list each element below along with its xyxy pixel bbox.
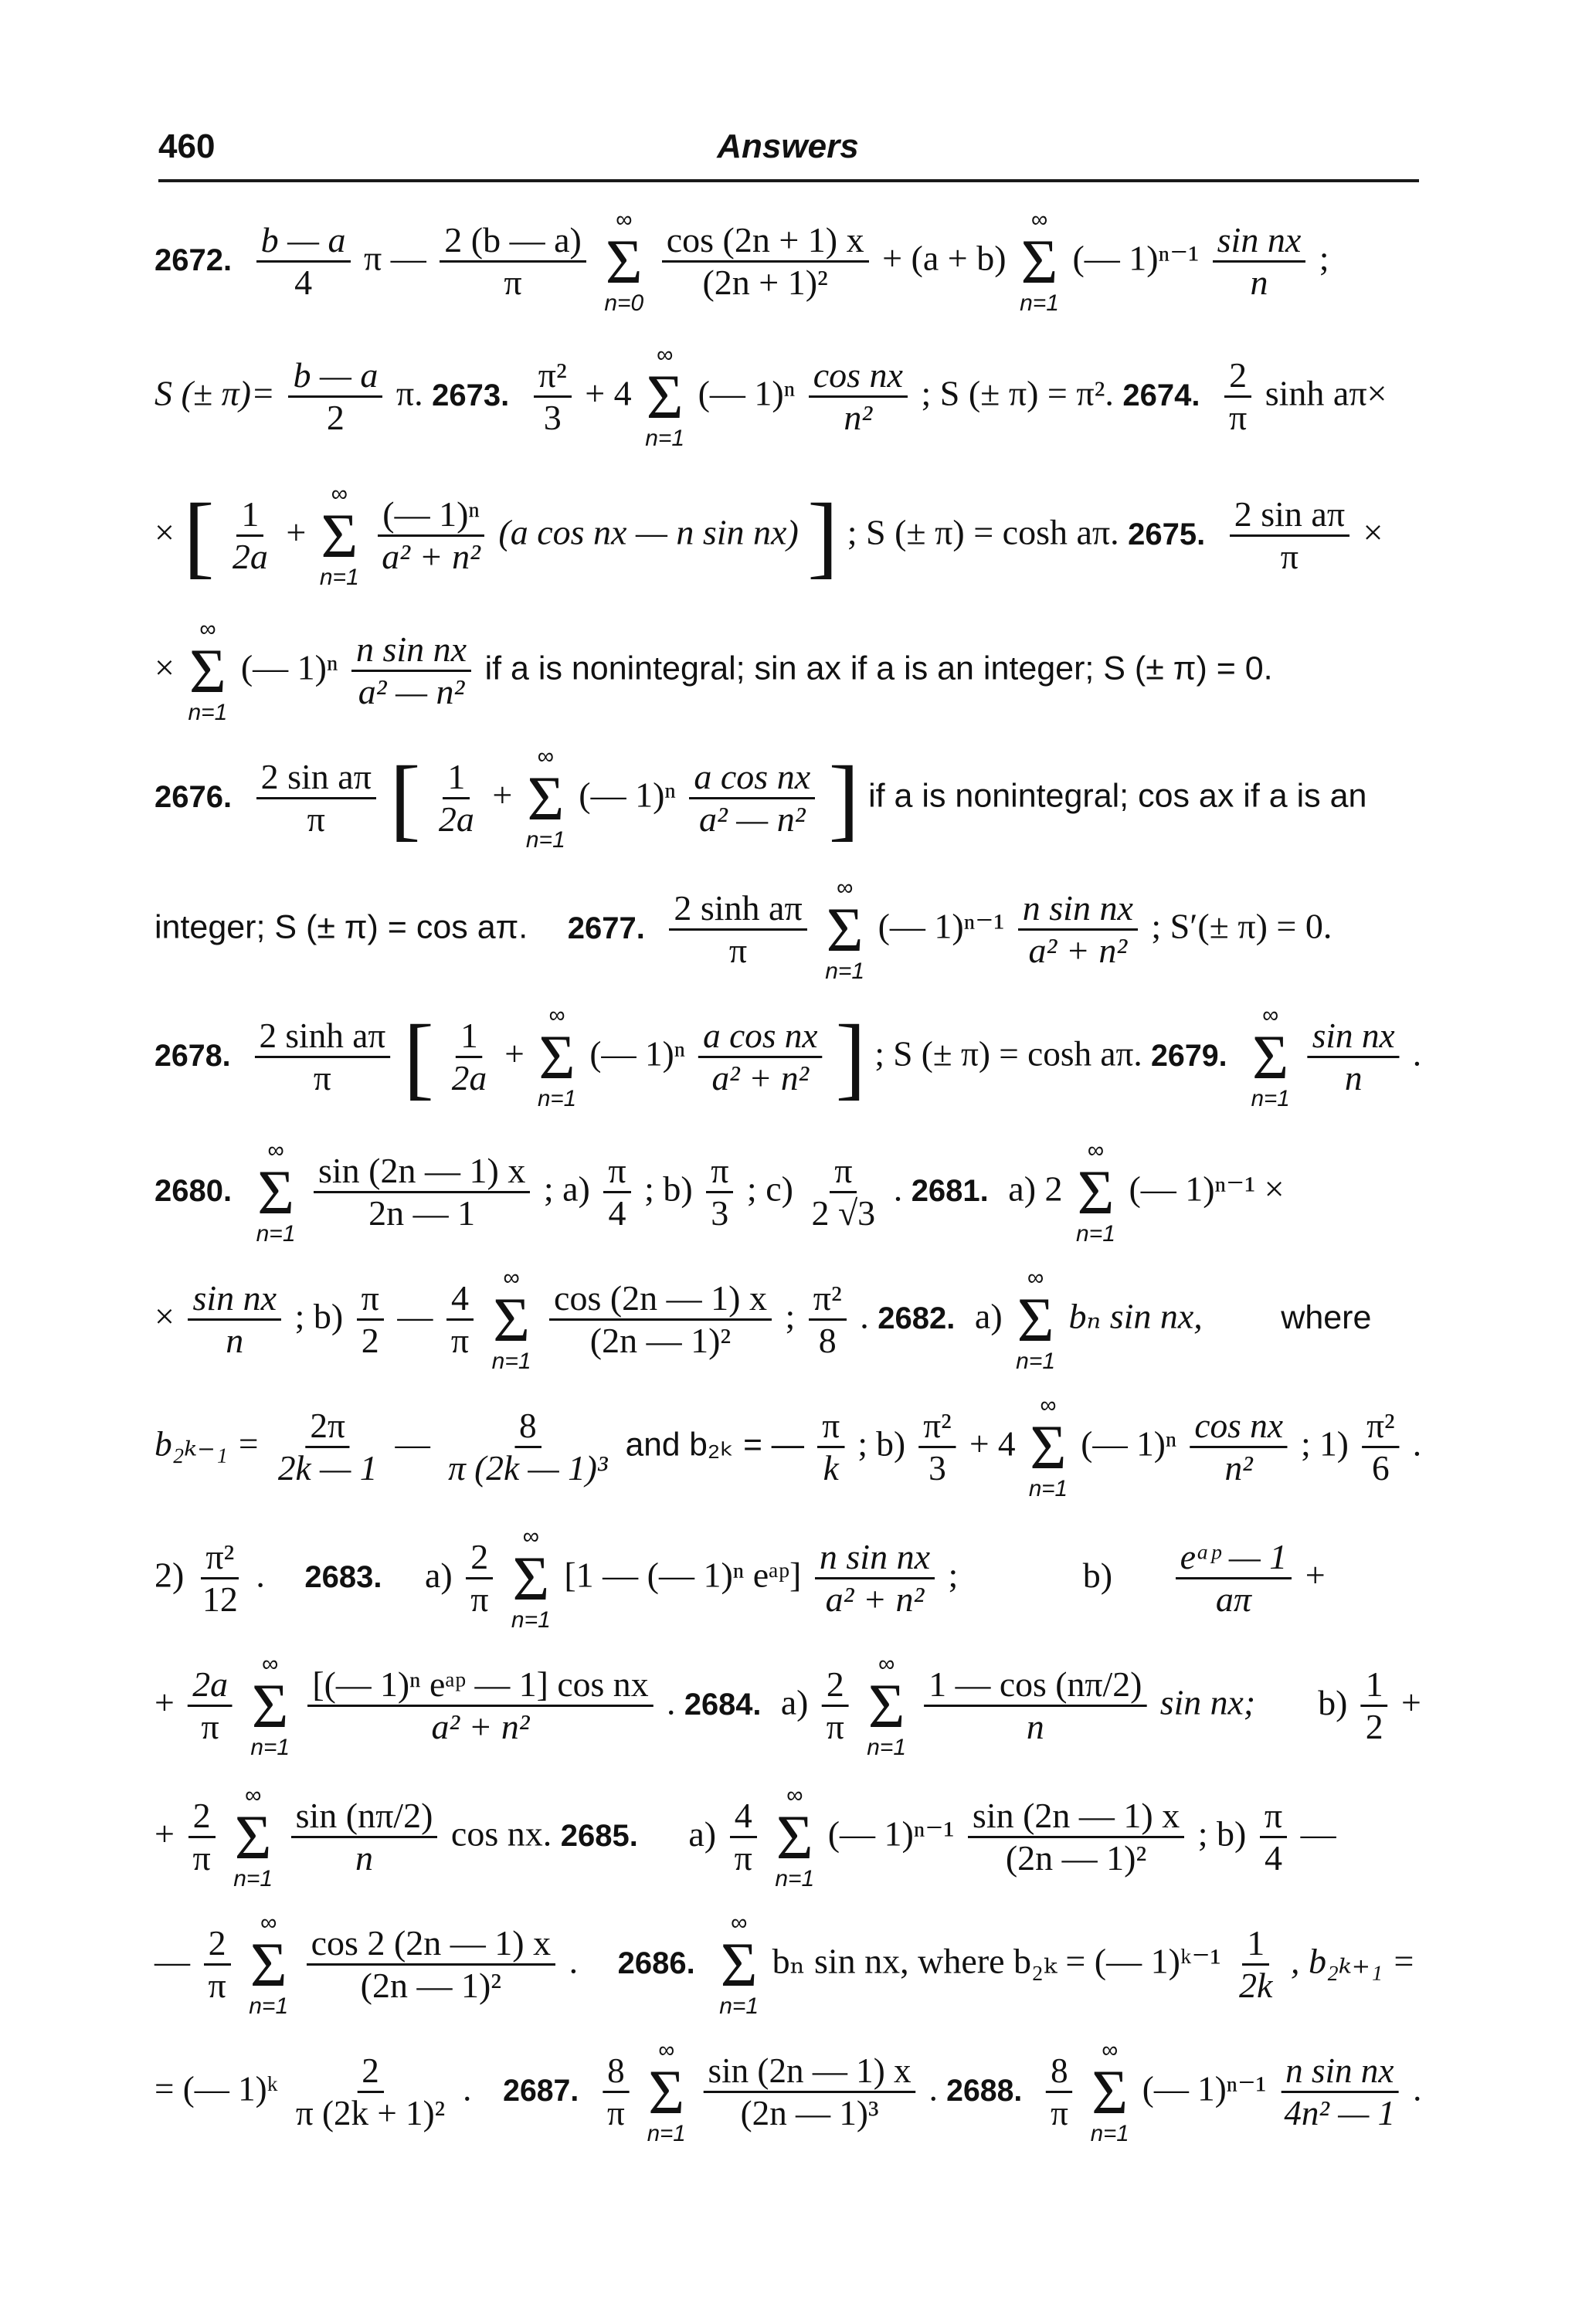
term: + <box>1400 1682 1421 1722</box>
fraction: $\frac{\text{cos nx}}{\text{n²}}$ <box>809 357 908 437</box>
term: cos nx. <box>450 1813 552 1854</box>
answer-2674-cont <box>154 483 1421 589</box>
answer-number: 2672. <box>154 243 233 277</box>
fraction: $\frac{\pi}{2}$ <box>357 1280 384 1360</box>
text: if a is nonintegral; sin ax if a is an integer; S (± π) = 0. <box>484 650 1273 687</box>
summation: ∞ Σ n=1 <box>1028 1393 1068 1501</box>
answer-number: 2679. <box>1151 1038 1227 1073</box>
term: (— 1)ⁿ⁻¹ <box>1142 2068 1267 2109</box>
answer-number: 2677. <box>567 911 645 945</box>
summation: ∞ Σ n=1 <box>537 1003 577 1111</box>
answer-2681-cont-2682 <box>154 1267 1421 1373</box>
fraction: $\frac{\text{sin nx}}{n}$ <box>1308 1017 1400 1098</box>
fraction: $\frac{\text{2 sin aπ}}{\pi}$ <box>1230 496 1349 576</box>
term: ; S (± π) = cosh aπ. <box>874 1033 1142 1074</box>
answer-number: 2680. <box>154 1173 233 1208</box>
fraction: $\frac{\text{[(— 1)ⁿ eᵃᵖ — 1] cos nx}}{\text{a² + n²}}$ <box>307 1666 653 1746</box>
term: a) <box>780 1682 809 1722</box>
fraction: $\frac{1}{2}$ <box>1361 1666 1388 1746</box>
fraction: $\frac{\text{sin nx}}{n}$ <box>188 1280 281 1360</box>
term: bₙ sin nx, where b₂ₖ = (— 1)ᵏ⁻¹ <box>772 1941 1221 1981</box>
term: × <box>1363 512 1383 552</box>
summation: ∞ Σ n=1 <box>188 616 228 725</box>
term: S (± π)= <box>154 373 275 413</box>
summation: ∞ Σ n=1 <box>1251 1003 1290 1111</box>
term: ; b) <box>857 1423 906 1464</box>
term: (— 1)ⁿ⁻¹ <box>827 1813 955 1854</box>
summation: ∞ Σ n=1 <box>867 1651 906 1760</box>
term: + 4 <box>585 373 632 413</box>
answer-number: 2687. <box>503 2073 579 2108</box>
term: . <box>463 2068 472 2109</box>
fraction: $\frac{\cos (2n — 1) x}{\text{(2n — 1)²}}$ <box>549 1280 772 1360</box>
fraction: $\frac{\pi}{4}$ <box>603 1152 630 1233</box>
fraction: $\frac{\text{a cos nx}}{\text{a² + n²}}$ <box>698 1017 822 1098</box>
summation: ∞ Σ n=1 <box>1016 1265 1056 1374</box>
term: (— 1)ⁿ⁻¹ <box>1072 238 1200 278</box>
term: — <box>395 1423 430 1464</box>
answer-2676 <box>154 745 1421 852</box>
answer-number: 2673. <box>432 378 510 412</box>
fraction: $\frac{1}{2a}$ <box>438 757 474 840</box>
fraction: $\frac{\text{2 sinh aπ}}{\pi}$ <box>255 1017 391 1098</box>
term: — <box>397 1296 433 1336</box>
answer-2673-2674 <box>154 344 1421 450</box>
fraction: $\frac{1}{2k}$ <box>1239 1923 1273 2006</box>
fraction: $\frac{\text{n sin nx}}{\text{a² + n²}}$ <box>815 1539 935 1619</box>
answer-2685-cont-2686 <box>154 1912 1421 2018</box>
fraction: $\frac{4}{\pi}$ <box>730 1797 757 1878</box>
term: + <box>492 775 513 815</box>
summation: ∞ Σ n=0 <box>604 207 644 316</box>
fraction: $\frac{\text{(— 1)ⁿ}}{\text{a² + n²}}$ <box>377 496 485 576</box>
fraction: $\frac{2}{\pi}$ <box>466 1539 493 1619</box>
term: ; b) <box>1197 1813 1247 1854</box>
answer-2677 <box>154 877 1421 983</box>
fraction: $\frac{\text{π²}}{6}$ <box>1362 1407 1399 1488</box>
fraction: $\frac{\cos 2 (2n — 1) x}{\text{(2n — 1)²}}$ <box>307 1925 555 2005</box>
summation: ∞ Σ n=1 <box>256 1138 296 1247</box>
term: — <box>154 1941 190 1981</box>
term: , b₂ₖ₊₁ = <box>1290 1941 1416 1981</box>
term: ; 1) <box>1301 1423 1349 1464</box>
term: (— 1)ⁿ <box>240 647 338 687</box>
summation: ∞ Σ n=1 <box>1020 207 1059 316</box>
fraction: $\frac{\text{π²}}{3}$ <box>918 1407 956 1488</box>
term: . <box>1412 1423 1422 1464</box>
answer-2675-cont <box>154 618 1421 724</box>
fraction: $\frac{8}{\pi}$ <box>603 2052 630 2132</box>
page-number: 460 <box>158 127 216 165</box>
term: ; S (± π) = π². <box>921 373 1114 413</box>
fraction: $\frac{2}{\text{π (2k + 1)²}}$ <box>295 2051 446 2133</box>
summation: ∞ Σ n=1 <box>719 1910 759 2019</box>
term: (— 1)ⁿ <box>698 373 796 413</box>
fraction: $\frac{\sin (2n — 1) x}{\text{(2n — 1)²}}$ <box>968 1797 1184 1878</box>
term: ; a) <box>543 1169 590 1209</box>
bracket: ] <box>835 1005 866 1108</box>
summation: ∞ Σ n=1 <box>775 1783 815 1891</box>
fraction: $\frac{\text{cos nx}}{\text{n²}}$ <box>1190 1407 1287 1488</box>
fraction: $\frac{2}{\pi}$ <box>822 1666 849 1746</box>
fraction: $\frac{\text{n sin nx}}{\text{4n² — 1}}$ <box>1279 2052 1400 2132</box>
fraction: $\frac{\text{π²}}{3}$ <box>534 357 572 437</box>
fraction: $\frac{\text{π²}}{8}$ <box>809 1280 847 1360</box>
term: (— 1)ⁿ⁻¹ <box>878 906 1005 946</box>
answer-number: 2678. <box>154 1038 231 1073</box>
fraction: $\frac{\pi}{k}$ <box>817 1407 844 1488</box>
fraction: $\frac{2\pi}{2k — 1}$ <box>277 1406 378 1488</box>
summation: ∞ Σ n=1 <box>511 1524 551 1633</box>
fraction: $\frac{\text{n sin nx}}{\text{a² + n²}}$ <box>1018 890 1138 970</box>
fraction: $\frac{1}{2a}$ <box>451 1016 487 1098</box>
term: bₙ sin nx, <box>1068 1296 1203 1336</box>
term: π. <box>396 373 423 413</box>
fraction: $\frac{\text{π²}}{12}$ <box>202 1537 238 1620</box>
term: (— 1)ⁿ <box>579 775 676 815</box>
summation: ∞ Σ n=1 <box>319 481 359 590</box>
term: 2) <box>154 1555 185 1595</box>
term: . <box>1413 2068 1422 2109</box>
text: and b₂ₖ = — <box>625 1426 805 1464</box>
term: [1 — (— 1)ⁿ eᵃᵖ] <box>564 1555 802 1595</box>
fraction: $\frac{\pi}{4}$ <box>1260 1797 1287 1878</box>
answer-2682-cont <box>154 1393 1422 1501</box>
term: a) 2 <box>1008 1169 1063 1209</box>
fraction: $\frac{\text{a cos nx}}{\text{a² — n²}}$ <box>689 758 815 839</box>
term: . <box>1412 1033 1422 1074</box>
term: + <box>154 1813 175 1854</box>
term: b) <box>1318 1682 1348 1722</box>
term: = (— 1)ᵏ <box>154 2068 278 2109</box>
term: a) <box>688 1813 717 1854</box>
text: where <box>1281 1298 1372 1336</box>
answer-number: 2685. <box>560 1818 638 1853</box>
term: a) <box>424 1555 453 1595</box>
fraction: $\frac{\text{n sin nx}}{\text{a² — n²}}$ <box>351 631 471 711</box>
term: (a cos nx — n sin nx) <box>498 512 799 552</box>
answer-2672 <box>154 209 1421 315</box>
summation: ∞ Σ n=1 <box>233 1783 273 1891</box>
term: . <box>256 1555 265 1595</box>
fraction: $\frac{b — a}{2}$ <box>288 357 382 437</box>
summation: ∞ Σ n=1 <box>525 744 565 853</box>
fraction: $\frac{2 (b — a)}{\pi}$ <box>440 222 586 302</box>
term: π — <box>364 238 426 278</box>
answer-number: 2682. <box>878 1301 956 1335</box>
text: if a is nonintegral; cos ax if a is an <box>868 777 1367 815</box>
answer-2683 <box>154 1525 1421 1632</box>
answer-number: 2674. <box>1122 378 1200 412</box>
answer-2680-2681 <box>154 1139 1421 1246</box>
bracket: [ <box>403 1005 434 1108</box>
fraction: $\frac{\text{2 sinh aπ}}{\pi}$ <box>669 890 806 970</box>
term: + <box>286 512 307 552</box>
term: sinh aπ× <box>1265 373 1387 413</box>
answer-2683-cont-2684 <box>154 1651 1421 1760</box>
term: — <box>1300 1813 1336 1854</box>
bracket: ] <box>828 746 860 850</box>
term: + <box>1305 1555 1326 1595</box>
term: b₂ₖ₋₁ = <box>154 1423 260 1464</box>
answer-number: 2688. <box>946 2073 1023 2108</box>
term: . <box>666 1682 676 1722</box>
answer-number: 2684. <box>684 1687 762 1722</box>
fraction: $\frac{\pi}{2 √3}$ <box>811 1151 876 1233</box>
fraction: $\frac{2}{\pi}$ <box>204 1925 231 2005</box>
answer-2684-cont-2685 <box>154 1784 1421 1891</box>
fraction: $\frac{\text{2 sin aπ}}{\pi}$ <box>256 758 376 839</box>
summation: ∞ Σ n=1 <box>645 342 685 451</box>
fraction: $\frac{8}{\pi}$ <box>1046 2052 1073 2132</box>
term: × <box>154 647 175 687</box>
fraction: $\frac{8}{\text{π (2k — 1)³}}$ <box>448 1406 608 1488</box>
term: ; b) <box>644 1169 693 1209</box>
term: (— 1)ⁿ <box>1081 1423 1177 1464</box>
fraction: $\frac{\text{eᵃᵖ — 1}}{a\pi}$ <box>1176 1539 1292 1619</box>
fraction: $\frac{2}{\pi}$ <box>1224 357 1251 437</box>
bracket: [ <box>389 746 421 850</box>
term: × <box>154 1296 175 1336</box>
term: + <box>504 1033 525 1074</box>
answer-number: 2675. <box>1128 517 1206 551</box>
term: + (a + b) <box>882 238 1007 278</box>
fraction: $\frac{\sin (2n — 1) x}{2n — 1}$ <box>314 1152 530 1233</box>
fraction: $\frac{2}{\pi}$ <box>188 1797 215 1878</box>
summation: ∞ Σ n=1 <box>1090 2037 1129 2146</box>
bracket: [ <box>183 483 215 587</box>
term: b) <box>1082 1555 1113 1595</box>
term: . <box>893 1169 903 1209</box>
term: ; <box>948 1555 959 1595</box>
term: (— 1)ⁿ <box>589 1033 685 1074</box>
fraction: $\frac{2a}{\pi}$ <box>188 1666 233 1746</box>
term: (— 1)ⁿ⁻¹ × <box>1129 1169 1285 1209</box>
text: integer; S (± π) = cos aπ. <box>154 908 528 946</box>
answer-2686-cont-2688 <box>154 2037 1422 2146</box>
term: . <box>569 1941 579 1981</box>
bracket: ] <box>807 483 839 587</box>
fraction: $\frac{\pi}{3}$ <box>706 1152 733 1233</box>
answer-2678-2679 <box>154 1003 1422 1111</box>
term: + 4 <box>969 1423 1016 1464</box>
fraction: $\frac{\cos (2n + 1) x}{\text{(2n + 1)²}}$ <box>662 222 869 302</box>
term: sin nx; <box>1159 1682 1256 1722</box>
fraction: $\frac{1 — \cos (n\pi/2)}{n}$ <box>924 1666 1146 1746</box>
summation: ∞ Σ n=1 <box>249 1910 289 2019</box>
term: ; c) <box>746 1169 793 1209</box>
term: . <box>860 1296 869 1336</box>
fraction: $\frac{4}{\pi}$ <box>446 1280 474 1360</box>
answer-number: 2676. <box>154 779 233 814</box>
term: ; <box>1319 238 1329 278</box>
term: ; S (± π) = cosh aπ. <box>847 512 1119 552</box>
fraction: $\frac{\sin (2n — 1) x}{\text{(2n — 1)³}}$ <box>704 2052 916 2132</box>
summation: ∞ Σ n=1 <box>647 2037 686 2146</box>
term: × <box>154 512 175 552</box>
term: + <box>154 1682 175 1722</box>
answer-number: 2683. <box>304 1559 382 1594</box>
fraction: $\frac{\text{sin nx}}{n}$ <box>1213 222 1306 302</box>
summation: ∞ Σ n=1 <box>250 1651 290 1760</box>
fraction: $\frac{b — a}{4}$ <box>256 222 351 302</box>
page-header <box>158 127 1417 175</box>
term: ; S′(± π) = 0. <box>1151 906 1332 946</box>
fraction: $\frac{1}{2a}$ <box>232 494 268 577</box>
term: ; <box>785 1296 796 1336</box>
answer-number: 2681. <box>911 1173 989 1208</box>
term: a) <box>974 1296 1003 1336</box>
summation: ∞ Σ n=1 <box>491 1265 531 1374</box>
term: ; b) <box>294 1296 344 1336</box>
running-title: Answers <box>717 127 859 165</box>
fraction: $\frac{\sin (n\pi/2)}{n}$ <box>291 1797 438 1878</box>
summation: ∞ Σ n=1 <box>1076 1138 1115 1247</box>
term: . <box>928 2068 938 2109</box>
summation: ∞ Σ n=1 <box>825 875 865 984</box>
answer-number: 2686. <box>617 1946 695 1980</box>
header-rule <box>158 179 1419 182</box>
